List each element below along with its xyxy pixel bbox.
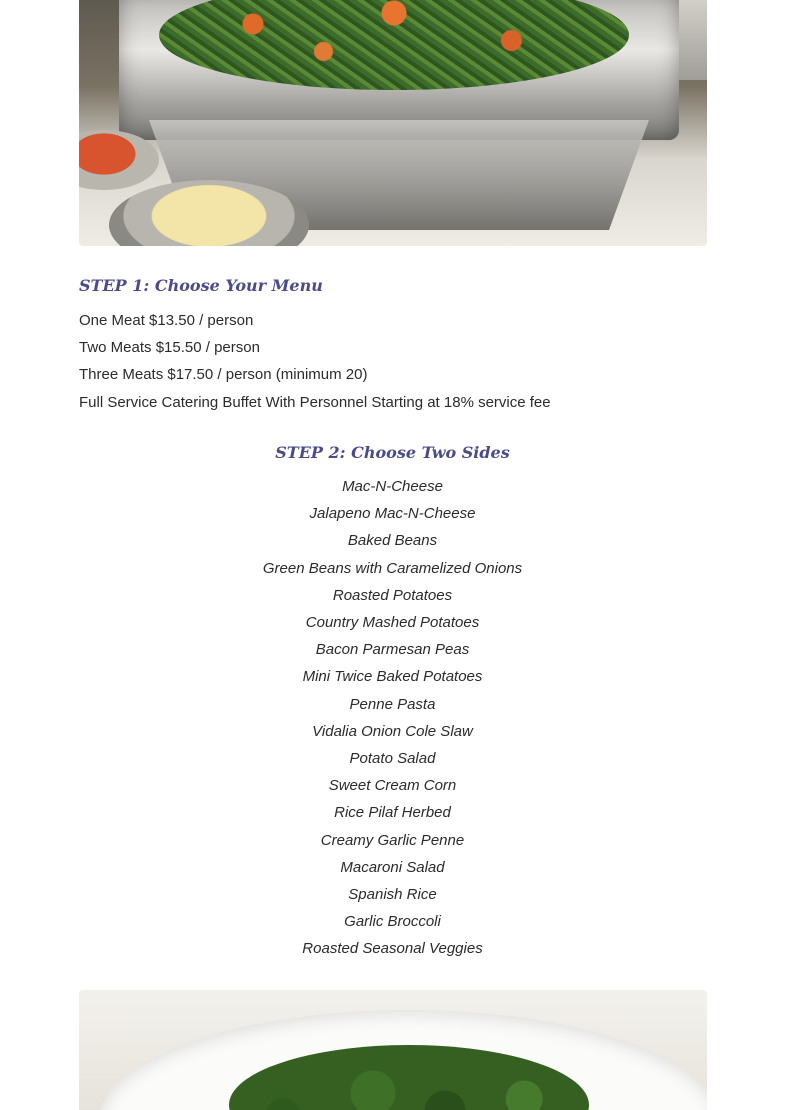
side-item: Roasted Potatoes (332, 586, 453, 604)
step2-heading: STEP 2: Choose Two Sides (275, 443, 510, 462)
side-item: Country Mashed Potatoes (305, 614, 480, 632)
side-item: Vidalia Onion Cole Slaw (312, 722, 473, 740)
price-item: Three Meats $17.50 / person (minimum 20) (79, 366, 368, 384)
side-item: Penne Pasta (349, 695, 436, 713)
side-item: Roasted Seasonal Veggies (302, 940, 483, 958)
salad-bowl-image (79, 990, 707, 1110)
sides-list (0, 473, 785, 963)
price-item: One Meat $13.50 / person (79, 312, 254, 329)
side-item: Green Beans with Caramelized Onions (262, 559, 523, 577)
side-item: Baked Beans (347, 532, 438, 550)
side-item: Potato Salad (349, 750, 436, 768)
side-item: Bacon Parmesan Peas (315, 641, 470, 659)
side-item: Creamy Garlic Penne (320, 831, 465, 849)
side-item: Rice Pilaf Herbed (334, 804, 451, 822)
side-item: Mac-N-Cheese (342, 478, 443, 495)
side-item: Jalapeno Mac-N-Cheese (309, 505, 476, 523)
side-item: Mini Twice Baked Potatoes (302, 668, 483, 686)
side-item: Macaroni Salad (340, 858, 445, 876)
side-item: Spanish Rice (348, 886, 437, 904)
price-item: Two Meats $15.50 / person (79, 339, 260, 357)
menu-price-list (79, 307, 551, 416)
buffet-chafing-dish-image (79, 0, 707, 246)
side-item: Garlic Broccoli (344, 913, 441, 931)
side-item: Sweet Cream Corn (328, 777, 457, 795)
price-item: Full Service Catering Buffet With Personnel Starting at 18% service fee (79, 393, 551, 411)
step1-heading: STEP 1: Choose Your Menu (79, 276, 323, 295)
